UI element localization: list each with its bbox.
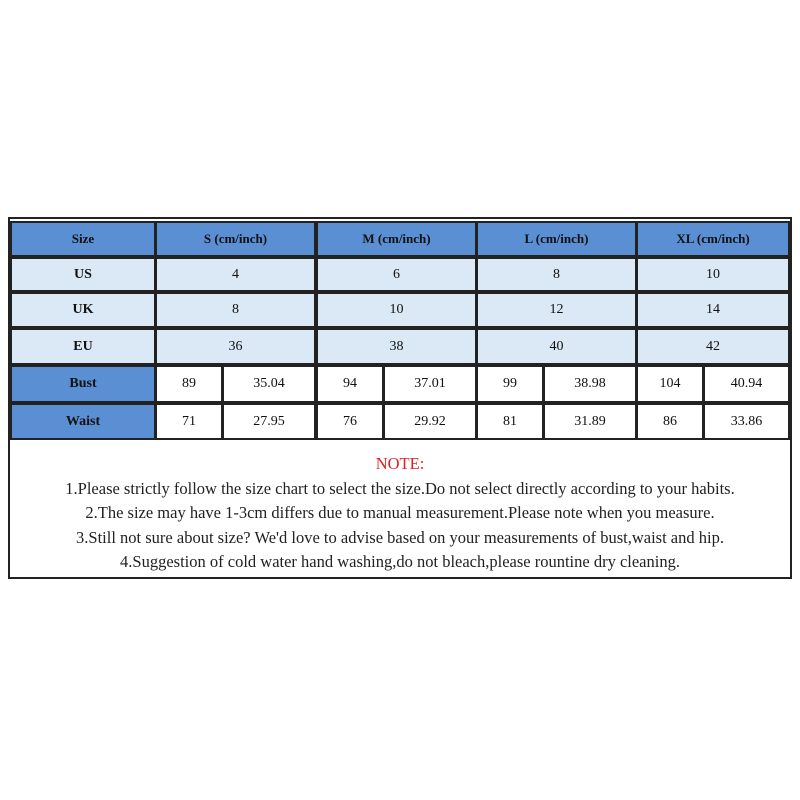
row-label-uk: UK bbox=[10, 292, 156, 328]
row-label-bust: Bust bbox=[10, 365, 156, 403]
header-l: L (cm/inch) bbox=[476, 221, 637, 257]
bust-l-inch: 38.98 bbox=[543, 365, 637, 403]
row-label-eu: EU bbox=[10, 328, 156, 365]
uk-m: 10 bbox=[316, 292, 477, 328]
header-xl: XL (cm/inch) bbox=[636, 221, 790, 257]
bust-xl-cm: 104 bbox=[636, 365, 704, 403]
row-label-waist: Waist bbox=[10, 403, 156, 440]
waist-m-cm: 76 bbox=[316, 403, 384, 440]
bust-m-cm: 94 bbox=[316, 365, 384, 403]
us-xl: 10 bbox=[636, 257, 790, 292]
row-label-us: US bbox=[10, 257, 156, 292]
us-s: 4 bbox=[155, 257, 316, 292]
eu-m: 38 bbox=[316, 328, 477, 365]
note-title: NOTE: bbox=[375, 454, 425, 473]
uk-l: 12 bbox=[476, 292, 637, 328]
header-size: Size bbox=[10, 221, 156, 257]
note-line-3: 3.Still not sure about size? We'd love to advise based on your measurements of bust,waist and hip. bbox=[76, 527, 724, 547]
waist-xl-cm: 86 bbox=[636, 403, 704, 440]
us-m: 6 bbox=[316, 257, 477, 292]
waist-xl-inch: 33.86 bbox=[703, 403, 790, 440]
uk-s: 8 bbox=[155, 292, 316, 328]
note-line-1: 1.Please strictly follow the size chart to select the size.Do not select directly according to your habits. bbox=[65, 478, 735, 498]
waist-s-inch: 27.95 bbox=[222, 403, 316, 440]
size-chart bbox=[8, 217, 792, 579]
eu-xl: 42 bbox=[636, 328, 790, 365]
notes-section bbox=[10, 438, 790, 577]
header-s: S (cm/inch) bbox=[155, 221, 316, 257]
waist-s-cm: 71 bbox=[155, 403, 223, 440]
note-line-4: 4.Suggestion of cold water hand washing,do not bleach,please rountine dry cleaning. bbox=[120, 552, 680, 571]
bust-xl-inch: 40.94 bbox=[703, 365, 790, 403]
bust-s-inch: 35.04 bbox=[222, 365, 316, 403]
bust-s-cm: 89 bbox=[155, 365, 223, 403]
waist-l-inch: 31.89 bbox=[543, 403, 637, 440]
eu-s: 36 bbox=[155, 328, 316, 365]
note-line-2: 2.The size may have 1-3cm differs due to manual measurement.Please note when you measure. bbox=[85, 503, 715, 522]
header-m: M (cm/inch) bbox=[316, 221, 477, 257]
eu-l: 40 bbox=[476, 328, 637, 365]
uk-xl: 14 bbox=[636, 292, 790, 328]
bust-l-cm: 99 bbox=[476, 365, 544, 403]
us-l: 8 bbox=[476, 257, 637, 292]
waist-m-inch: 29.92 bbox=[383, 403, 477, 440]
bust-m-inch: 37.01 bbox=[383, 365, 477, 403]
waist-l-cm: 81 bbox=[476, 403, 544, 440]
